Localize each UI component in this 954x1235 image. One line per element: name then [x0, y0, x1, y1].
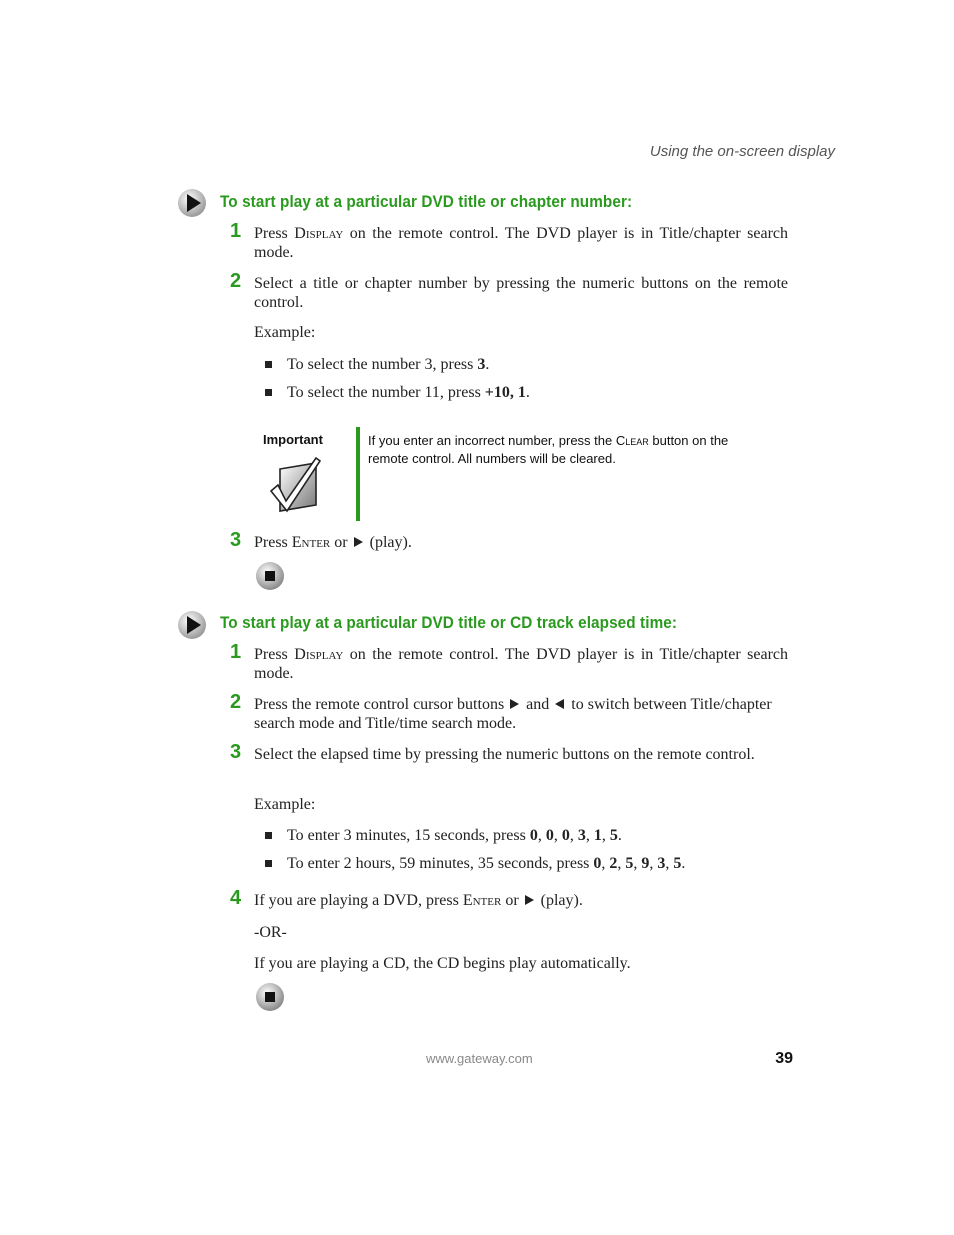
important-label: Important [263, 432, 323, 447]
section-arrow-icon [177, 188, 207, 218]
step-text: Press Display on the remote control. The DVD player is in Title/chapter search mode. [254, 646, 789, 682]
important-text: If you enter an incorrect number, press the Clear button on the remote control. All numbers will be cleared. [368, 433, 729, 466]
list-item: To select the number 3, press 3. [287, 356, 490, 373]
play-icon [354, 537, 363, 547]
step-number: 2 [230, 691, 242, 713]
step-text: Press the remote control cursor buttons and to switch between Title/chapter search mode and Title/time search mode. [254, 696, 772, 732]
important-divider [356, 427, 360, 521]
key-name: Clear [615, 433, 649, 448]
step-number: 3 [230, 529, 242, 551]
stop-icon [255, 561, 285, 591]
step-number: 1 [230, 641, 242, 663]
step-text: Press Enter or (play). [254, 534, 412, 551]
step-text: Press Display on the remote control. The DVD player is in Title/chapter search mode. [254, 225, 789, 261]
step-number: 1 [230, 220, 242, 242]
step-number: 2 [230, 270, 242, 292]
list-item: To select the number 11, press +10, 1. [287, 384, 530, 401]
checkmark-icon [268, 455, 322, 513]
or-separator: -OR- [254, 924, 287, 941]
key-name: Enter [291, 534, 331, 551]
step-text: Select a title or chapter number by pressing the numeric buttons on the remote control. [254, 275, 788, 311]
stop-icon [255, 982, 285, 1012]
section-arrow-icon [177, 610, 207, 640]
right-arrow-icon [510, 699, 519, 709]
key-name: Enter [462, 892, 502, 909]
step-number: 3 [230, 741, 242, 763]
section-title: To start play at a particular DVD title or chapter number: [220, 192, 633, 211]
bullet-icon [265, 389, 272, 396]
step-number: 4 [230, 887, 242, 909]
running-header: Using the on-screen display [649, 143, 835, 160]
example-label: Example: [254, 324, 316, 341]
bullet-icon [265, 860, 272, 867]
list-item: To enter 2 hours, 59 minutes, 35 seconds, press 0, 2, 5, 9, 3, 5. [287, 855, 686, 872]
example-label: Example: [254, 796, 316, 813]
page-number: 39 [775, 1050, 793, 1067]
section-title: To start play at a particular DVD title or CD track elapsed time: [220, 613, 678, 632]
step-text: If you are playing a DVD, press Enter or (play). [254, 892, 583, 909]
list-item: To enter 3 minutes, 15 seconds, press 0, 0, 0, 3, 1, 5. [287, 827, 622, 844]
key-name: Display [294, 225, 344, 242]
left-arrow-icon [555, 699, 564, 709]
step-text: Select the elapsed time by pressing the numeric buttons on the remote control. [254, 746, 755, 763]
footer-url: www.gateway.com [426, 1051, 533, 1066]
play-icon [525, 895, 534, 905]
bullet-icon [265, 832, 272, 839]
key-name: Display [294, 646, 344, 663]
bullet-icon [265, 361, 272, 368]
step-text: If you are playing a CD, the CD begins play automatically. [254, 955, 631, 972]
